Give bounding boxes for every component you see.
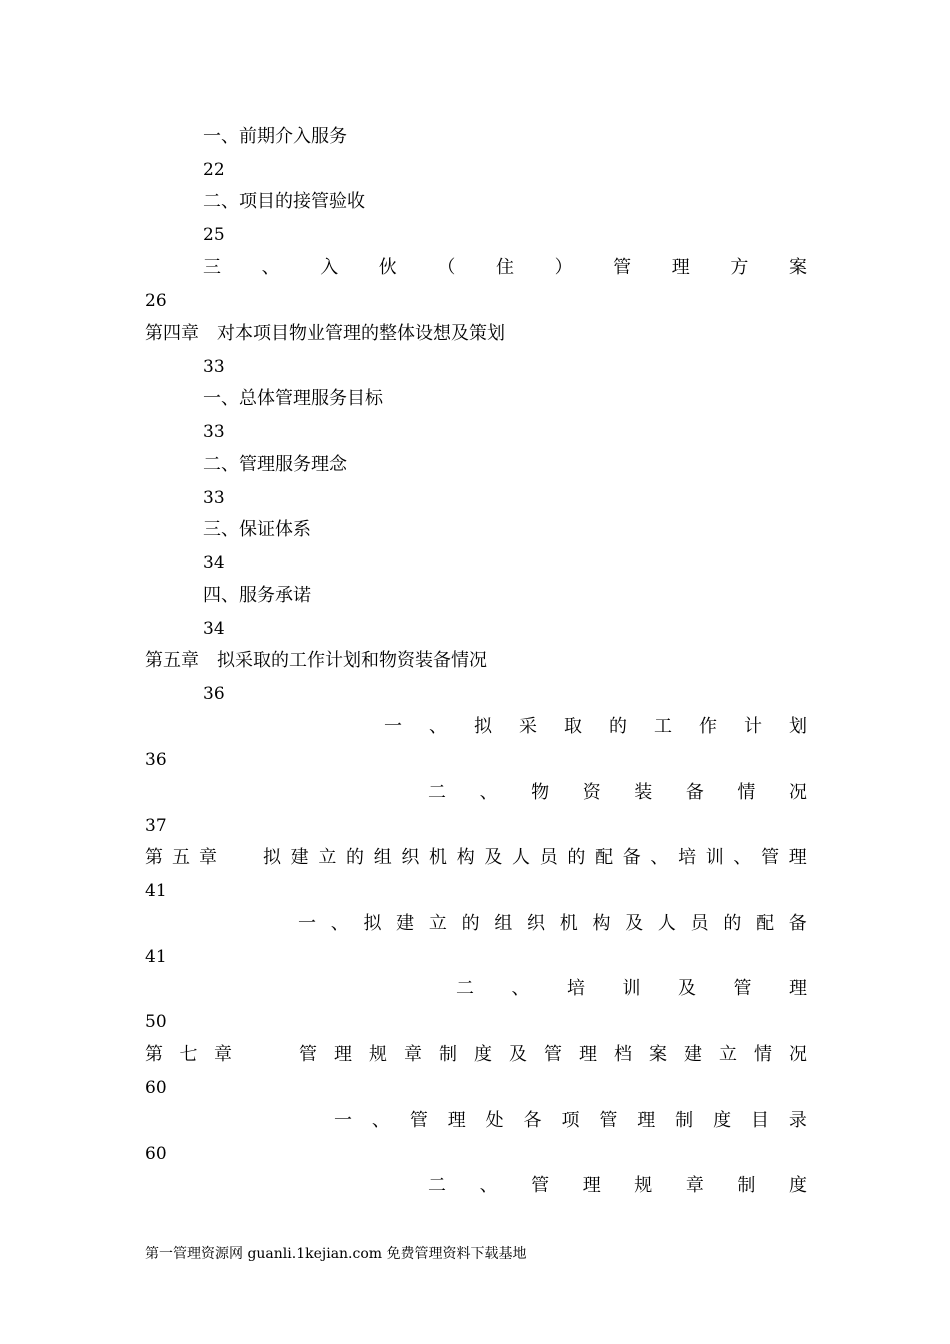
- toc-char: 建: [684, 1044, 702, 1065]
- toc-page-number: 25: [203, 225, 225, 245]
- toc-char: 的: [567, 847, 586, 868]
- toc-entry-regulations-catalog: [334, 1106, 807, 1136]
- toc-char: 况: [788, 782, 807, 803]
- toc-char: 章: [685, 1175, 704, 1196]
- toc-char: 、: [650, 847, 669, 868]
- toc-char: 理: [671, 257, 690, 278]
- toc-char: 二: [428, 782, 446, 803]
- toc-char: 方: [730, 257, 749, 278]
- toc-char: 管: [544, 1044, 562, 1065]
- toc-char: 立: [318, 847, 337, 868]
- toc-char: 配: [756, 913, 775, 934]
- chapter-title: [299, 1040, 807, 1070]
- toc-char: 、: [261, 257, 280, 278]
- toc-entry-training-management: [456, 974, 807, 1004]
- toc-char: 划: [789, 716, 807, 737]
- toc-char: 项: [561, 1110, 580, 1131]
- toc-entry-equipment: [428, 778, 807, 808]
- toc-entry-work-plan: [384, 712, 807, 742]
- chapter-label: [145, 843, 217, 873]
- toc-char: 制: [675, 1110, 694, 1131]
- toc-char: 、: [733, 847, 752, 868]
- toc-char: 采: [519, 716, 537, 737]
- toc-char: 构: [456, 847, 475, 868]
- toc-char: 理: [789, 978, 807, 999]
- toc-char: 理: [788, 847, 807, 868]
- toc-char: 管: [409, 1110, 428, 1131]
- toc-chapter-5-organization: [145, 843, 807, 873]
- toc-char: 理: [582, 1175, 601, 1196]
- toc-char: 制: [737, 1175, 756, 1196]
- toc-page-number: 60: [145, 1144, 167, 1164]
- toc-char: 织: [401, 847, 420, 868]
- toc-entry-early-intervention: 一、前期介入服务: [203, 126, 347, 147]
- toc-char: 拟: [263, 847, 281, 868]
- toc-char: 工: [654, 716, 672, 737]
- toc-char: 五: [172, 847, 190, 868]
- toc-char: 组: [494, 913, 513, 934]
- toc-page-number: 34: [203, 553, 225, 573]
- toc-char: 理: [637, 1110, 656, 1131]
- toc-page-number: 36: [203, 684, 225, 704]
- toc-char: 、: [429, 716, 447, 737]
- toc-char: 备: [788, 913, 807, 934]
- toc-char: 案: [788, 257, 807, 278]
- toc-char: 备: [685, 782, 704, 803]
- toc-char: 伙: [378, 257, 397, 278]
- toc-char: 章: [404, 1044, 422, 1065]
- toc-char: 管: [599, 1110, 618, 1131]
- toc-char: 录: [788, 1110, 807, 1131]
- toc-char: 管: [299, 1044, 317, 1065]
- toc-char: 目: [750, 1110, 769, 1131]
- toc-chapter-5-work-plan: 第五章 拟采取的工作计划和物资装备情况: [145, 650, 487, 671]
- toc-char: 物: [531, 782, 550, 803]
- toc-char: 员: [539, 847, 558, 868]
- toc-char: 档: [614, 1044, 632, 1065]
- toc-entry-regulations: [428, 1171, 807, 1201]
- toc-char: 理: [579, 1044, 597, 1065]
- toc-char: 训: [705, 847, 724, 868]
- toc-char: 员: [690, 913, 709, 934]
- toc-char: 配: [595, 847, 614, 868]
- toc-char: 理: [447, 1110, 466, 1131]
- toc-char: 入: [320, 257, 339, 278]
- toc-char: 及: [625, 913, 644, 934]
- toc-char: 织: [527, 913, 546, 934]
- toc-char: 机: [559, 913, 578, 934]
- toc-char: 装: [634, 782, 653, 803]
- toc-char: 处: [485, 1110, 504, 1131]
- toc-char: 况: [789, 1044, 807, 1065]
- toc-char: 一: [384, 716, 402, 737]
- toc-page-number: 36: [145, 750, 167, 770]
- toc-char: 立: [428, 913, 447, 934]
- toc-char: 各: [523, 1110, 542, 1131]
- toc-page-number: 33: [203, 357, 225, 377]
- toc-char: 、: [479, 782, 498, 803]
- toc-char: 规: [634, 1175, 653, 1196]
- toc-page-number: 41: [145, 881, 167, 901]
- toc-char: 章: [199, 847, 217, 868]
- toc-char: 情: [737, 782, 756, 803]
- toc-char: 章: [214, 1044, 232, 1065]
- toc-char: 培: [678, 847, 697, 868]
- toc-char: 建: [396, 913, 415, 934]
- toc-char: 构: [592, 913, 611, 934]
- toc-char: 管: [733, 978, 752, 999]
- toc-char: 、: [479, 1175, 498, 1196]
- toc-entry-service-goals: 一、总体管理服务目标: [203, 388, 383, 409]
- toc-char: 及: [484, 847, 503, 868]
- toc-char: 人: [512, 847, 531, 868]
- toc-page-number: 34: [203, 619, 225, 639]
- toc-page-number: 33: [203, 488, 225, 508]
- toc-char: 第: [145, 847, 163, 868]
- toc-char: 备: [622, 847, 641, 868]
- toc-char: 住: [495, 257, 514, 278]
- toc-char: 组: [373, 847, 392, 868]
- toc-char: 一: [298, 913, 316, 934]
- toc-page-number: 41: [145, 947, 167, 967]
- toc-char: 取: [564, 716, 582, 737]
- toc-char: 、: [511, 978, 530, 999]
- toc-char: 管: [613, 257, 632, 278]
- toc-char: 的: [461, 913, 480, 934]
- toc-char: 一: [334, 1110, 352, 1131]
- toc-page-number: 37: [145, 816, 167, 836]
- toc-chapter-7: [145, 1040, 807, 1070]
- toc-char: 培: [567, 978, 585, 999]
- toc-char: 作: [699, 716, 717, 737]
- toc-char: 二: [428, 1175, 446, 1196]
- toc-char: 及: [678, 978, 696, 999]
- chapter-title: [263, 843, 807, 873]
- toc-entry-organization-staffing: [298, 909, 807, 939]
- toc-char: 、: [330, 913, 349, 934]
- toc-char: 立: [719, 1044, 737, 1065]
- toc-entry-service-commitment: 四、服务承诺: [203, 585, 311, 606]
- chapter-label: [145, 1040, 232, 1070]
- toc-entry-assurance-system: 三、保证体系: [203, 519, 311, 540]
- toc-char: 管: [761, 847, 780, 868]
- toc-char: 规: [369, 1044, 387, 1065]
- toc-char: 的: [346, 847, 365, 868]
- toc-entry-takeover-acceptance: 二、项目的接管验收: [203, 191, 365, 212]
- toc-char: 训: [622, 978, 641, 999]
- toc-char: 的: [723, 913, 742, 934]
- toc-page-number: 60: [145, 1078, 167, 1098]
- toc-char: 机: [429, 847, 448, 868]
- toc-char: 度: [713, 1110, 732, 1131]
- toc-chapter-4: 第四章 对本项目物业管理的整体设想及策划: [145, 323, 505, 344]
- toc-char: 拟: [363, 913, 382, 934]
- toc-char: 理: [334, 1044, 352, 1065]
- toc-entry-service-philosophy: 二、管理服务理念: [203, 454, 347, 475]
- toc-char: 制: [439, 1044, 457, 1065]
- toc-entry-move-in-plan: [203, 253, 807, 283]
- toc-page-number: 50: [145, 1012, 167, 1032]
- toc-char: ）: [554, 257, 573, 278]
- toc-page-number: 33: [203, 422, 225, 442]
- page-footer: 第一管理资源网 guanli.1kejian.com 免费管理资料下载基地: [145, 1246, 527, 1262]
- toc-char: 三: [203, 257, 221, 278]
- toc-char: 管: [531, 1175, 550, 1196]
- toc-char: 、: [371, 1110, 390, 1131]
- toc-char: 二: [456, 978, 474, 999]
- toc-char: 度: [788, 1175, 807, 1196]
- toc-char: 度: [474, 1044, 492, 1065]
- toc-char: 及: [509, 1044, 527, 1065]
- toc-char: 资: [582, 782, 601, 803]
- toc-char: 计: [744, 716, 762, 737]
- toc-char: 第: [145, 1044, 163, 1065]
- toc-char: 的: [609, 716, 627, 737]
- toc-char: 建: [290, 847, 309, 868]
- toc-char: 拟: [474, 716, 492, 737]
- toc-char: 人: [657, 913, 676, 934]
- toc-char: 案: [649, 1044, 667, 1065]
- toc-page-number: 26: [145, 291, 167, 311]
- toc-char: 七: [179, 1044, 198, 1065]
- toc-char: （: [437, 257, 456, 278]
- toc-char: 情: [754, 1044, 772, 1065]
- toc-page-number: 22: [203, 160, 225, 180]
